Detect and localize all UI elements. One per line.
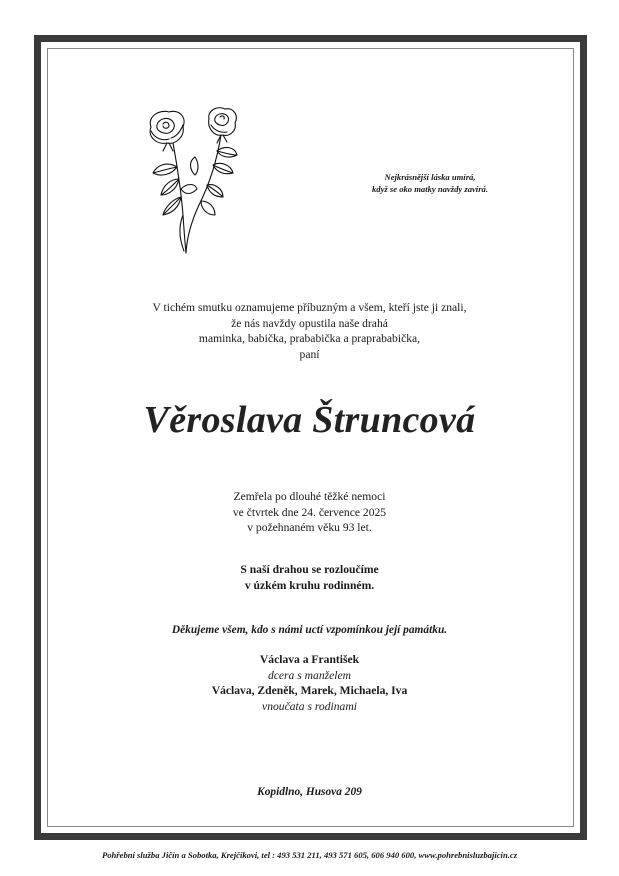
epitaph-quote — [360, 171, 500, 195]
epitaph-line: když se oko matky navždy zavírá. — [371, 184, 488, 194]
farewell-notice — [40, 562, 579, 593]
announcement-intro — [40, 300, 579, 362]
farewell-line: S naší drahou se rozloučíme — [240, 563, 379, 576]
intro-line: paní — [299, 347, 320, 361]
farewell-line: v úzkém kruhu rodinném. — [244, 578, 375, 592]
intro-line: V tichém smutku oznamujeme příbuzným a všem, kteří jste ji znali, — [152, 301, 467, 314]
mourner-relation: vnoučata s rodinami — [262, 699, 357, 713]
death-line: v požehnaném věku 93 let. — [247, 521, 372, 534]
mourners-list — [40, 652, 579, 714]
death-line: Zemřela po dlouhé těžké nemoci — [233, 490, 386, 503]
rose-icon — [137, 105, 249, 255]
thanks-text: Děkujeme všem, kdo s námi uctí vzpomínkou její památku. — [171, 624, 448, 636]
mourner-names: Václava, Zdeněk, Marek, Michaela, Iva — [211, 684, 408, 697]
death-line: ve čtvrtek dne 24. července 2025 — [232, 505, 387, 519]
family-address: Kopidlno, Husova 209 — [257, 786, 362, 798]
mourner-relation: dcera s manželem — [267, 668, 352, 682]
death-details — [40, 489, 579, 536]
funeral-service-footer: Pohřební služba Jičín a Sobotka, Krejčíkovi, tel : 493 531 211, 493 571 605, 606 940 600, www.pohrebnisluzbajicin.cz — [101, 850, 518, 860]
deceased-name: Věroslava Štruncová — [143, 399, 476, 441]
intro-line: maminka, babička, prababička a praprababička, — [198, 332, 421, 345]
epitaph-line: Nejkrásnější láska umírá, — [384, 172, 476, 182]
intro-line: že nás navždy opustila naše drahá — [231, 316, 388, 330]
mourner-names: Václava a František — [259, 653, 360, 666]
